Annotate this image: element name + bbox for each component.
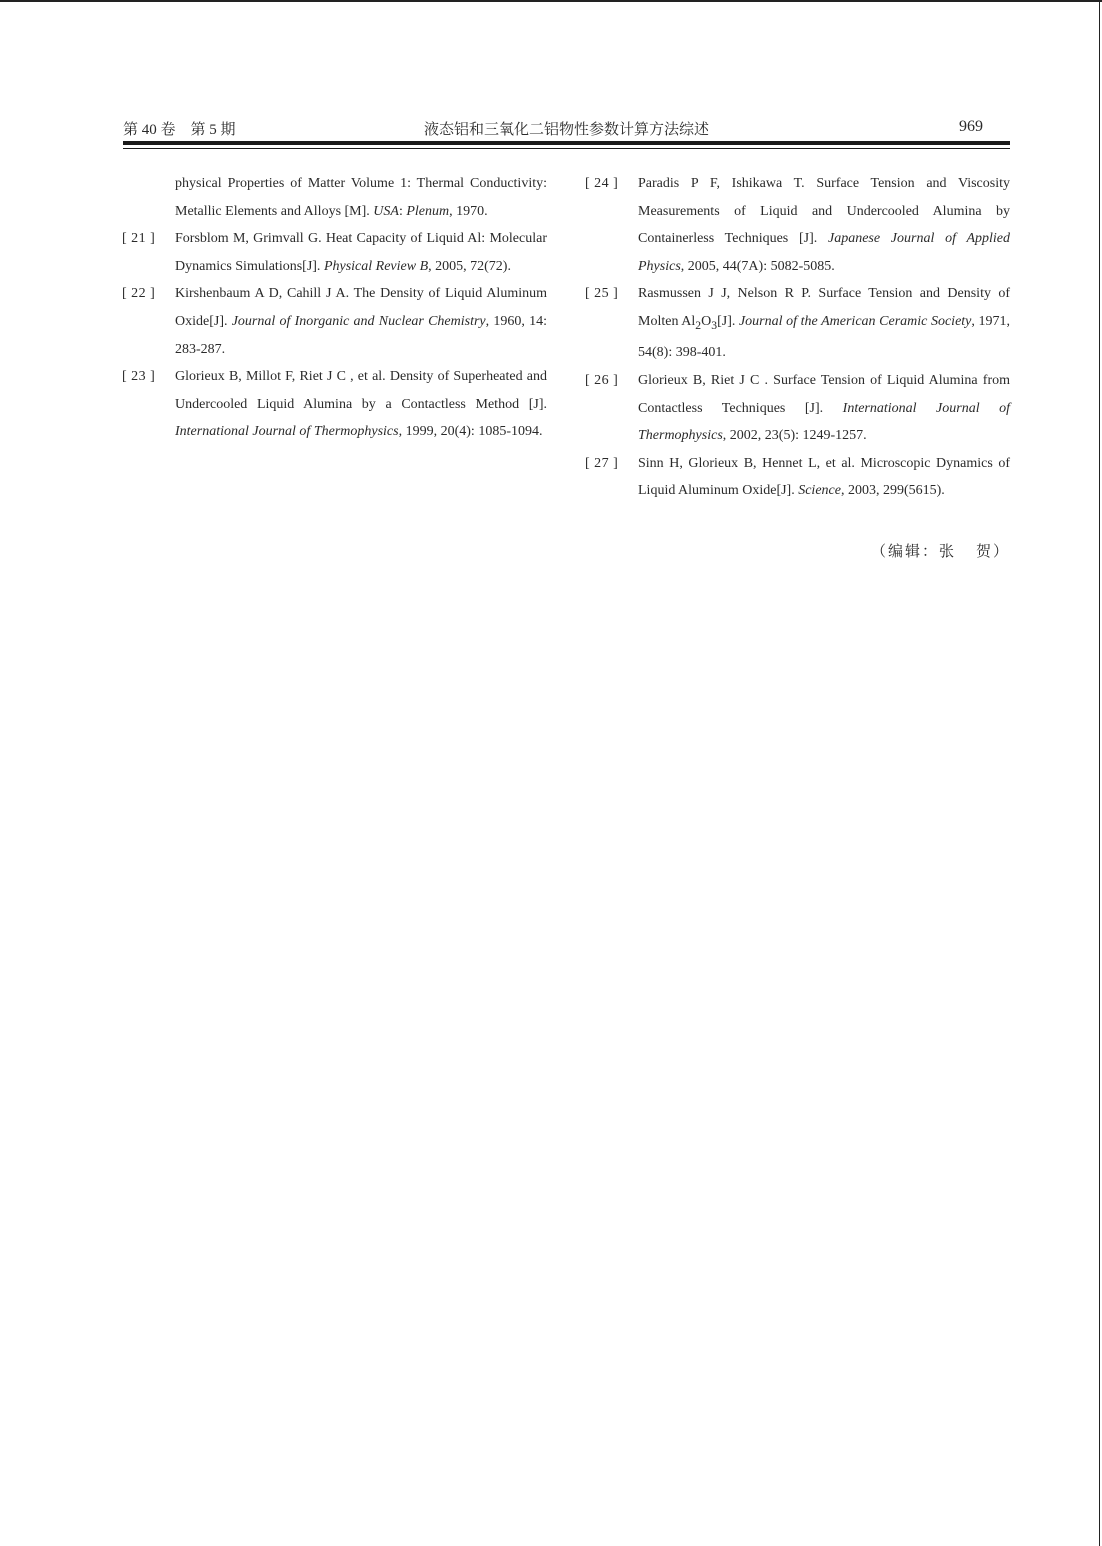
- reference-27: [585, 450, 1010, 505]
- ref-number: [ 22 ]: [122, 286, 156, 302]
- reference-21: [122, 225, 547, 280]
- ref-text: physical Properties of Matter Volume 1: Thermal Conductivity: Metallic Elements and Alloys [M].: [175, 176, 547, 219]
- ref-text: Paradis P F, Ishikawa T. Surface Tension and Viscosity Measurements of Liquid and Undercooled Alumina by Containerless Techniques [J].: [638, 176, 1010, 247]
- reference-26: [585, 367, 1010, 450]
- reference-23: [122, 363, 547, 446]
- header-rule-thick: [123, 141, 1010, 145]
- page-frame-top: [0, 0, 1102, 2]
- editor-note: [871, 540, 1010, 561]
- ref-journal: Physical Review B: [323, 258, 429, 274]
- editor-label: （编辑：张: [870, 544, 956, 560]
- reference-25: [585, 280, 1010, 367]
- ref-text: Sinn H, Glorieux B, Hennet L, et al. Microscopic Dynamics of Liquid Aluminum Oxide[J].: [638, 455, 1010, 499]
- ref-journal: Journal of Inorganic and Nuclear Chemistry: [231, 313, 486, 329]
- page-frame-right: [1099, 0, 1100, 1546]
- ref-number: [ 25 ]: [585, 286, 619, 302]
- ref-journal: Japanese Journal of Applied Physics: [638, 231, 1011, 274]
- editor-name-end: 贺）: [975, 544, 1010, 560]
- ref-text: O: [701, 313, 712, 329]
- ref-italic: USA: [373, 203, 399, 219]
- ref-text: Rasmussen J J, Nelson R P. Surface Tension and Density of Molten Al: [638, 286, 1010, 329]
- ref-number: [ 24 ]: [585, 176, 619, 191]
- ref-journal: Journal of the American Ceramic Society: [738, 313, 972, 329]
- ref-text: Glorieux B, Millot F, Riet J C , et al. Density of Superheated and Undercooled Liquid Alumina by a Contactless Method [J].: [175, 369, 547, 412]
- reference-24: [585, 170, 1010, 280]
- ref-text: , 1960, 14: 283-287.: [175, 313, 547, 357]
- subscript: 2: [695, 318, 702, 332]
- reference-22: [122, 280, 547, 363]
- ref-text: :: [398, 203, 407, 219]
- subscript: 3: [711, 318, 718, 332]
- ref-text: Kirshenbaum A D, Cahill J A. The Density of Liquid Aluminum Oxide[J].: [175, 286, 547, 329]
- ref-number: [ 27 ]: [585, 455, 619, 471]
- ref-text: , 2005, 44(7A): 5082-5085.: [680, 258, 835, 274]
- ref-italic: Plenum: [406, 203, 450, 219]
- reference-column-left: [122, 170, 547, 446]
- ref-text: Forsblom M, Grimvall G. Heat Capacity of Liquid Al: Molecular Dynamics Simulations[J].: [175, 231, 547, 274]
- ref-journal: Science: [798, 483, 841, 499]
- reference-20-continued: [122, 170, 547, 225]
- ref-text: , 1970.: [449, 203, 488, 219]
- ref-text: , 2005, 72(72).: [428, 258, 511, 274]
- ref-text: Glorieux B, Riet J C . Surface Tension of Liquid Alumina from Contactless Techniques [J].: [638, 372, 1010, 416]
- ref-number: [ 21 ]: [122, 231, 156, 247]
- running-title: 液态铝和三氧化二铝物性参数计算方法综述: [423, 122, 709, 138]
- page-number: 969: [959, 118, 983, 135]
- ref-text: , 1999, 20(4): 1085-1094.: [398, 424, 543, 440]
- ref-text: , 2003, 299(5615).: [840, 483, 945, 499]
- reference-column-right: [585, 170, 1010, 505]
- header-rule-thin: [123, 148, 1010, 149]
- ref-journal: International Journal of Thermophysics: [175, 424, 399, 440]
- ref-text: , 2002, 23(5): 1249-1257.: [722, 428, 867, 444]
- ref-journal: International Journal of Thermophysics: [638, 400, 1010, 444]
- ref-number: [ 23 ]: [122, 369, 156, 385]
- ref-number: [ 26 ]: [585, 372, 619, 388]
- running-header: [123, 118, 1010, 140]
- volume-issue: 第 40 卷 第 5 期: [123, 122, 236, 138]
- ref-text: [J].: [717, 313, 739, 329]
- ref-text: , 1971, 54(8): 398-401.: [638, 313, 1011, 361]
